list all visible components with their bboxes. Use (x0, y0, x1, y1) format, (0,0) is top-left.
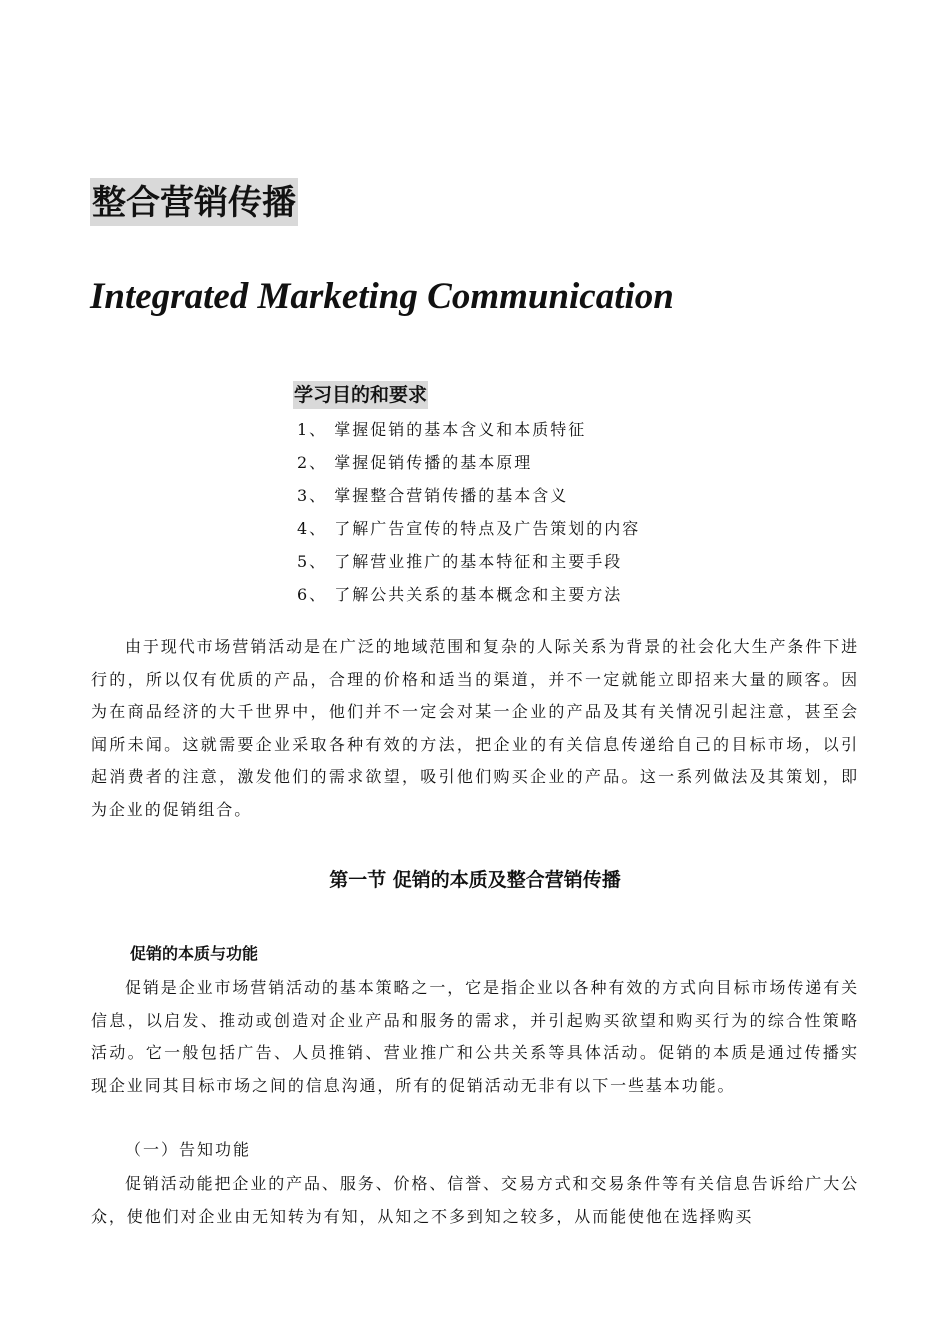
objectives-list (293, 413, 713, 611)
objective-item: 5、 了解营业推广的基本特征和主要手段 (297, 552, 623, 571)
item-title: （一）告知功能 (125, 1140, 252, 1159)
subsection-title: 促销的本质与功能 (130, 944, 259, 963)
intro-paragraph: 由于现代市场营销活动是在广泛的地域范围和复杂的人际关系为背景的社会化大生产条件下进行的，所以仅有优质的产品，合理的价格和适当的渠道，并不一定就能立即招来大量的顾客。因为在商品经济的大千世界中，他们并不一定会对某一企业的产品及其有关情况引起注意，甚至会闻所未闻。这就需要企业采取各种有效的方法，把企业的有关信息传递给自己的目标市场，以引起消费者的注意，激发他们的需求欲望，吸引他们购买企业的产品。这一系列做法及其策划，即为企业的促销组合。 (91, 637, 859, 819)
objective-item: 4、 了解广告宣传的特点及广告策划的内容 (297, 519, 641, 538)
item-paragraph: 促销活动能把企业的产品、服务、价格、信誉、交易方式和交易条件等有关信息告诉给广大公众，使他们对企业由无知转为有知，从知之不多到知之较多，从而能使他在选择购买 (91, 1174, 859, 1226)
objective-item: 2、 掌握促销传播的基本原理 (297, 453, 533, 472)
learning-objectives (293, 381, 713, 611)
objective-item: 6、 了解公共关系的基本概念和主要方法 (297, 585, 623, 604)
objective-item: 3、 掌握整合营销传播的基本含义 (297, 486, 569, 505)
chapter-title-en: Integrated Marketing Communication (90, 276, 674, 317)
objective-item: 1、 掌握促销的基本含义和本质特征 (297, 420, 587, 439)
objectives-heading: 学习目的和要求 (293, 381, 428, 409)
chapter-title-cn: 整合营销传播 (90, 178, 298, 226)
section-paragraph: 促销是企业市场营销活动的基本策略之一，它是指企业以各种有效的方式向目标市场传递有关信息，以启发、推动或创造对企业产品和服务的需求，并引起购买欲望和购买行为的综合性策略活动。它一般包括广告、人员推销、营业推广和公共关系等具体活动。促销的本质是通过传播实现企业同其目标市场之间的信息沟通，所有的促销活动无非有以下一些基本功能。 (91, 978, 859, 1095)
section-title: 第一节 促销的本质及整合营销传播 (329, 869, 621, 891)
